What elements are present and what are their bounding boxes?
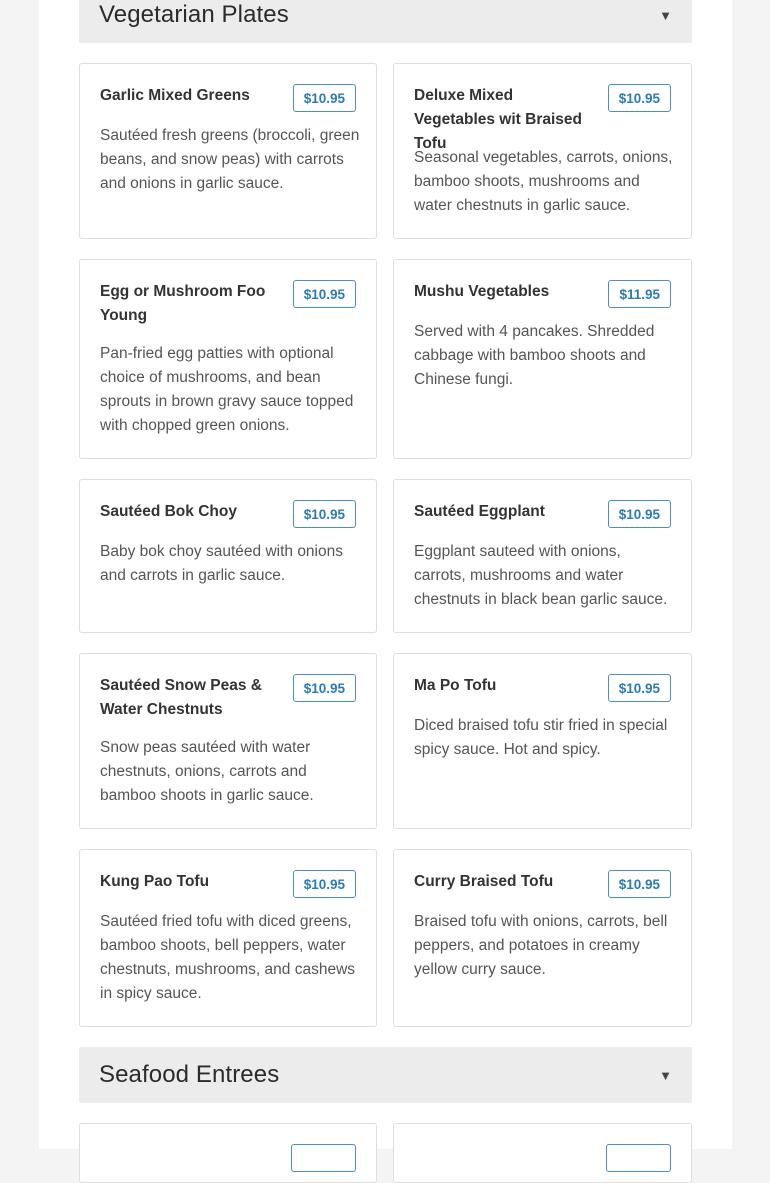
menu-item-card[interactable] <box>79 479 377 633</box>
section-title: Vegetarian Plates <box>99 1 289 28</box>
item-description: Eggplant sauteed with onions, carrots, mushrooms and water chestnuts in black bean garlic sauce. <box>414 543 668 608</box>
item-name: Sautéed Snow Peas & Water Chestnuts <box>100 677 262 718</box>
item-name: Sautéed Eggplant <box>414 503 545 520</box>
item-name: Egg or Mushroom Foo Young <box>100 283 266 324</box>
item-price: $10.95 <box>608 500 671 528</box>
item-price: $10.95 <box>293 280 356 308</box>
menu-item-card[interactable] <box>393 479 692 633</box>
item-price: $10.95 <box>293 84 356 112</box>
item-description: Diced braised tofu stir fried in special spicy sauce. Hot and spicy. <box>414 717 668 758</box>
item-price: $11.95 <box>608 280 671 308</box>
item-description: Baby bok choy sautéed with onions and carrots in garlic sauce. <box>100 543 343 584</box>
menu-item-card[interactable] <box>393 63 692 239</box>
item-description: Served with 4 pancakes. Shredded cabbage with bamboo shoots and Chinese fungi. <box>414 323 655 388</box>
item-name: Ma Po Tofu <box>414 677 497 694</box>
menu-item-card[interactable] <box>79 259 377 459</box>
section-title: Seafood Entrees <box>99 1061 280 1088</box>
item-name: Garlic Mixed Greens <box>100 87 250 104</box>
item-price: $10.95 <box>608 870 671 898</box>
item-description: Pan-fried egg patties with optional choice of mushrooms, and bean sprouts in brown gravy sauce topped with chopped green onions. <box>100 345 354 434</box>
item-price <box>291 1144 356 1172</box>
item-description: Sautéed fried tofu with diced greens, bamboo shoots, bell peppers, water chestnuts, mushrooms, and cashews in spicy sauce. <box>100 913 356 1002</box>
item-name: Curry Braised Tofu <box>414 873 554 890</box>
menu-item-card[interactable] <box>79 63 377 239</box>
menu-item-card[interactable] <box>393 653 692 829</box>
item-description: Seasonal vegetables, carrots, onions, bamboo shoots, mushrooms and water chestnuts in garlic sauce. <box>414 149 673 214</box>
item-price: $10.95 <box>608 84 671 112</box>
section-header-vegetarian[interactable] <box>79 0 692 43</box>
item-price: $10.95 <box>608 674 671 702</box>
item-name: Sautéed Bok Choy <box>100 503 237 520</box>
chevron-down-icon[interactable]: ▼ <box>659 1067 672 1083</box>
item-name: Mushu Vegetables <box>414 283 550 300</box>
menu-page <box>39 0 732 1149</box>
item-price <box>606 1144 671 1172</box>
menu-item-card[interactable] <box>393 849 692 1027</box>
chevron-down-icon[interactable]: ▼ <box>659 7 672 23</box>
item-name: Deluxe Mixed Vegetables wit Braised Tofu <box>414 87 582 152</box>
item-description: Sautéed fresh greens (broccoli, green beans, and snow peas) with carrots and onions in garlic sauce. <box>100 127 360 192</box>
item-price: $10.95 <box>293 674 356 702</box>
item-description: Braised tofu with onions, carrots, bell peppers, and potatoes in creamy yellow curry sauce. <box>414 913 668 978</box>
item-name: Kung Pao Tofu <box>100 873 210 890</box>
item-price: $10.95 <box>293 500 356 528</box>
menu-item-card[interactable] <box>79 849 377 1027</box>
menu-item-card[interactable] <box>79 653 377 829</box>
menu-item-card[interactable] <box>393 1123 692 1183</box>
section-header-seafood[interactable] <box>79 1047 692 1103</box>
menu-item-card[interactable] <box>79 1123 377 1183</box>
item-price: $10.95 <box>293 870 356 898</box>
menu-item-card[interactable] <box>393 259 692 459</box>
item-description: Snow peas sautéed with water chestnuts, onions, carrots and bamboo shoots in garlic sauce. <box>100 739 314 804</box>
